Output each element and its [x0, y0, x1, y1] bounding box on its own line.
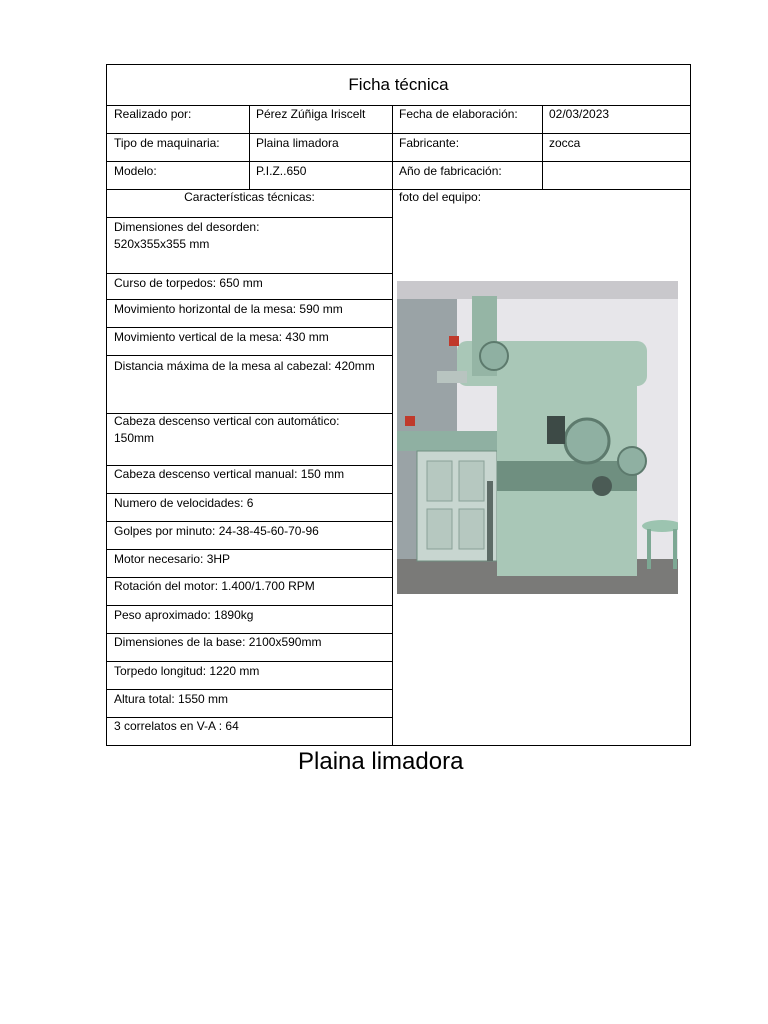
modelo-value: P.I.Z..650 — [256, 164, 307, 178]
sheet-title: Ficha técnica — [348, 75, 449, 94]
spec-row: Peso aproximado: 1890kg — [114, 608, 254, 622]
rule — [107, 273, 392, 274]
spec-row: Distancia máxima de la mesa al cabezal: 420mm — [114, 359, 375, 373]
rule — [107, 161, 690, 162]
rule — [249, 105, 250, 189]
rule — [392, 105, 393, 745]
rule — [107, 549, 392, 550]
rule — [107, 355, 392, 356]
equipment-photo — [397, 281, 678, 594]
spec-sheet-table — [106, 64, 691, 746]
rule — [107, 217, 392, 218]
fabricante-label: Fabricante: — [399, 136, 460, 150]
anio-label: Año de fabricación: — [399, 164, 502, 178]
caption: Plaina limadora — [298, 748, 464, 775]
spec-row: Torpedo longitud: 1220 mm — [114, 664, 260, 678]
fabricante-value: zocca — [549, 136, 581, 150]
spec-row — [114, 219, 259, 253]
tipo-value: Plaina limadora — [256, 136, 339, 150]
realizado-label: Realizado por: — [114, 107, 192, 121]
spec-row: Curso de torpedos: 650 mm — [114, 276, 263, 290]
rule — [107, 605, 392, 606]
spec-row: Motor necesario: 3HP — [114, 552, 231, 566]
spec-text: 150mm — [114, 431, 155, 445]
specs-heading: Características técnicas: — [184, 190, 315, 204]
rule — [542, 105, 543, 189]
rule — [107, 689, 392, 690]
rule — [107, 133, 690, 134]
rule — [107, 493, 392, 494]
spec-row: Movimiento horizontal de la mesa: 590 mm — [114, 302, 343, 316]
spec-row: Altura total: 1550 mm — [114, 692, 229, 706]
rule — [107, 521, 392, 522]
fecha-label: Fecha de elaboración: — [399, 107, 518, 121]
rule — [107, 661, 392, 662]
realizado-value: Pérez Zúñiga Iriscelt — [256, 107, 366, 121]
fecha-value: 02/03/2023 — [549, 107, 610, 121]
spec-row: Rotación del motor: 1.400/1.700 RPM — [114, 579, 315, 593]
spec-row: 3 correlatos en V-A : 64 — [114, 719, 239, 733]
spec-row: Cabeza descenso vertical manual: 150 mm — [114, 467, 345, 481]
spec-text: Dimensiones del desorden: — [114, 220, 260, 234]
rule — [107, 327, 392, 328]
spec-row: Movimiento vertical de la mesa: 430 mm — [114, 330, 329, 344]
spec-row — [114, 413, 339, 447]
spec-text: 520x355x355 mm — [114, 237, 210, 251]
rule — [107, 299, 392, 300]
spec-row: Dimensiones de la base: 2100x590mm — [114, 635, 322, 649]
modelo-label: Modelo: — [114, 164, 157, 178]
spec-row: Numero de velocidades: 6 — [114, 496, 254, 510]
photo-heading: foto del equipo: — [399, 190, 482, 204]
tipo-label: Tipo de maquinaria: — [114, 136, 220, 150]
spec-text: Cabeza descenso vertical con automático: — [114, 414, 340, 428]
spec-row: Golpes por minuto: 24-38-45-60-70-96 — [114, 524, 319, 538]
